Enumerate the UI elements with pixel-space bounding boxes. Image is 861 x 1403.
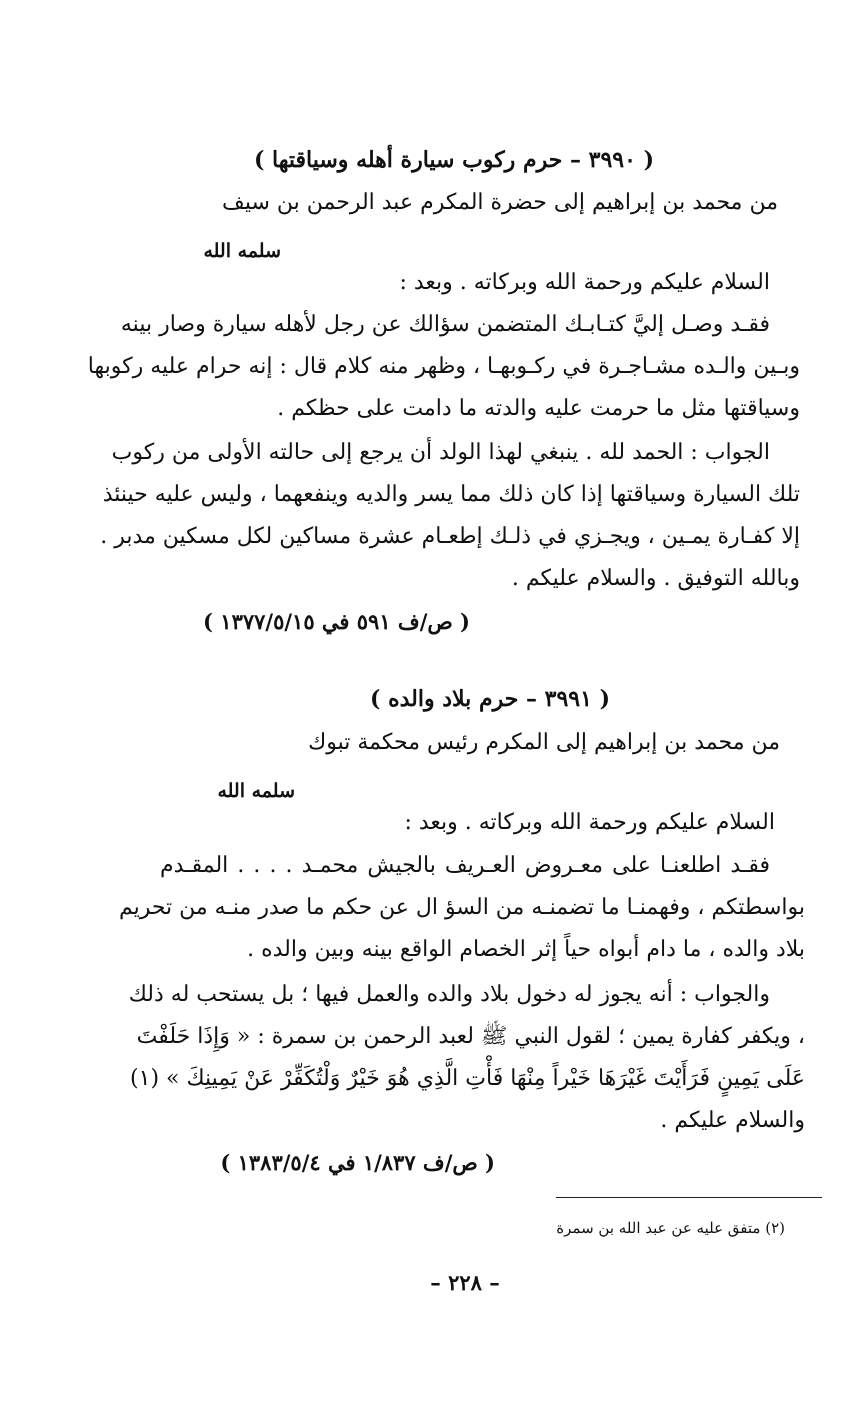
letter2-heading: ( ٣٩٩١ – حرم بلاد والده ) bbox=[370, 686, 610, 712]
letter2-body-line: فقـد اطلعنـا على معـروض العـريف بالجيش محمـد . . . . المقـدم bbox=[160, 853, 770, 878]
footnote-divider bbox=[556, 1197, 822, 1198]
letter2-reference: ( ص/ف ١/٨٣٧ في ١٣٨٣/٥/٤ ) bbox=[220, 1150, 495, 1175]
letter1-heading: ( ٣٩٩٠ – حرم ركوب سيارة أهله وسياقتها ) bbox=[253, 147, 654, 173]
letter1-body-line: وسياقتها مثل ما حرمت عليه والدته ما دامت على حظكم . bbox=[277, 396, 800, 421]
letter2-body-line: ، ويكفر كفارة يمين ؛ لقول النبي ﷺ لعبد الرحمن بن سمرة : « وَإِذَا حَلَفْتَ bbox=[136, 1024, 805, 1049]
letter1-body-line: تلك السيارة وسياقتها إذا كان ذلك مما يسر والديه وينفعهما ، وليس عليه حينئذ bbox=[102, 482, 800, 507]
letter2-body-line: بواسطتكم ، وفهمنـا ما تضمنـه من السؤ ال عن حكم ما صدر منـه من تحريم bbox=[118, 895, 805, 920]
footnote: (٢) متفق عليه عن عبد الله بن سمرة bbox=[556, 1219, 785, 1237]
letter2-from-line: من محمد بن إبراهيم إلى المكرم رئيس محكمة تبوك bbox=[308, 730, 780, 755]
letter1-body-line: إلا كفـارة يمـين ، ويجـزي في ذلـك إطعـام عشرة مساكين لكل مسكين مدبر . bbox=[100, 524, 800, 549]
letter2-body-line: والسلام عليكم . bbox=[660, 1108, 805, 1133]
letter1-from-line: من محمد بن إبراهيم إلى حضرة المكرم عبد الرحمن بن سيف bbox=[222, 190, 778, 215]
letter2-body-line: والجواب : أنه يجوز له دخول بلاد والده والعمل فيها ؛ بل يستحب له ذلك bbox=[128, 982, 770, 1007]
letter1-salutation: سلمه الله bbox=[203, 240, 281, 262]
letter1-body-line: وبالله التوفيق . والسلام عليكم . bbox=[511, 566, 800, 591]
letter2-body-line: السلام عليكم ورحمة الله وبركاته . وبعد : bbox=[404, 810, 775, 835]
letter2-body-line: بلاد والده ، ما دام أبواه حياً إثر الخصام الواقع بينه وبين والده . bbox=[247, 937, 805, 962]
page-number: – ٢٢٨ – bbox=[430, 1270, 500, 1295]
letter2-body-line: عَلَى يَمِينٍ فَرَأَيْتَ غَيْرَهَا خَيْراً مِنْهَا فَأْتِ الَّذِي هُوَ خَيْرٌ وَلْتُكَفِّرْ عَنْ يَمِينِكَ » (١) bbox=[130, 1066, 805, 1091]
letter2-salutation: سلمه الله bbox=[217, 780, 295, 802]
letter1-body-line: وبـين والـده مشـاجـرة في ركـوبهـا ، وظهر منه كلام قال : إنه حرام عليه ركوبها bbox=[87, 354, 800, 379]
letter1-body-line: الجواب : الحمد لله . ينبغي لهذا الولد أن يرجع إلى حالته الأولى من ركوب bbox=[111, 440, 770, 465]
letter1-body-line: فقـد وصـل إليَّ كتـابـك المتضمن سؤالك عن رجل لأهله سيارة وصار بينه bbox=[120, 312, 770, 337]
letter1-body-line: السلام عليكم ورحمة الله وبركاته . وبعد : bbox=[399, 270, 770, 295]
letter1-reference: ( ص/ف ٥٩١ في ١٣٧٧/٥/١٥ ) bbox=[203, 609, 470, 634]
